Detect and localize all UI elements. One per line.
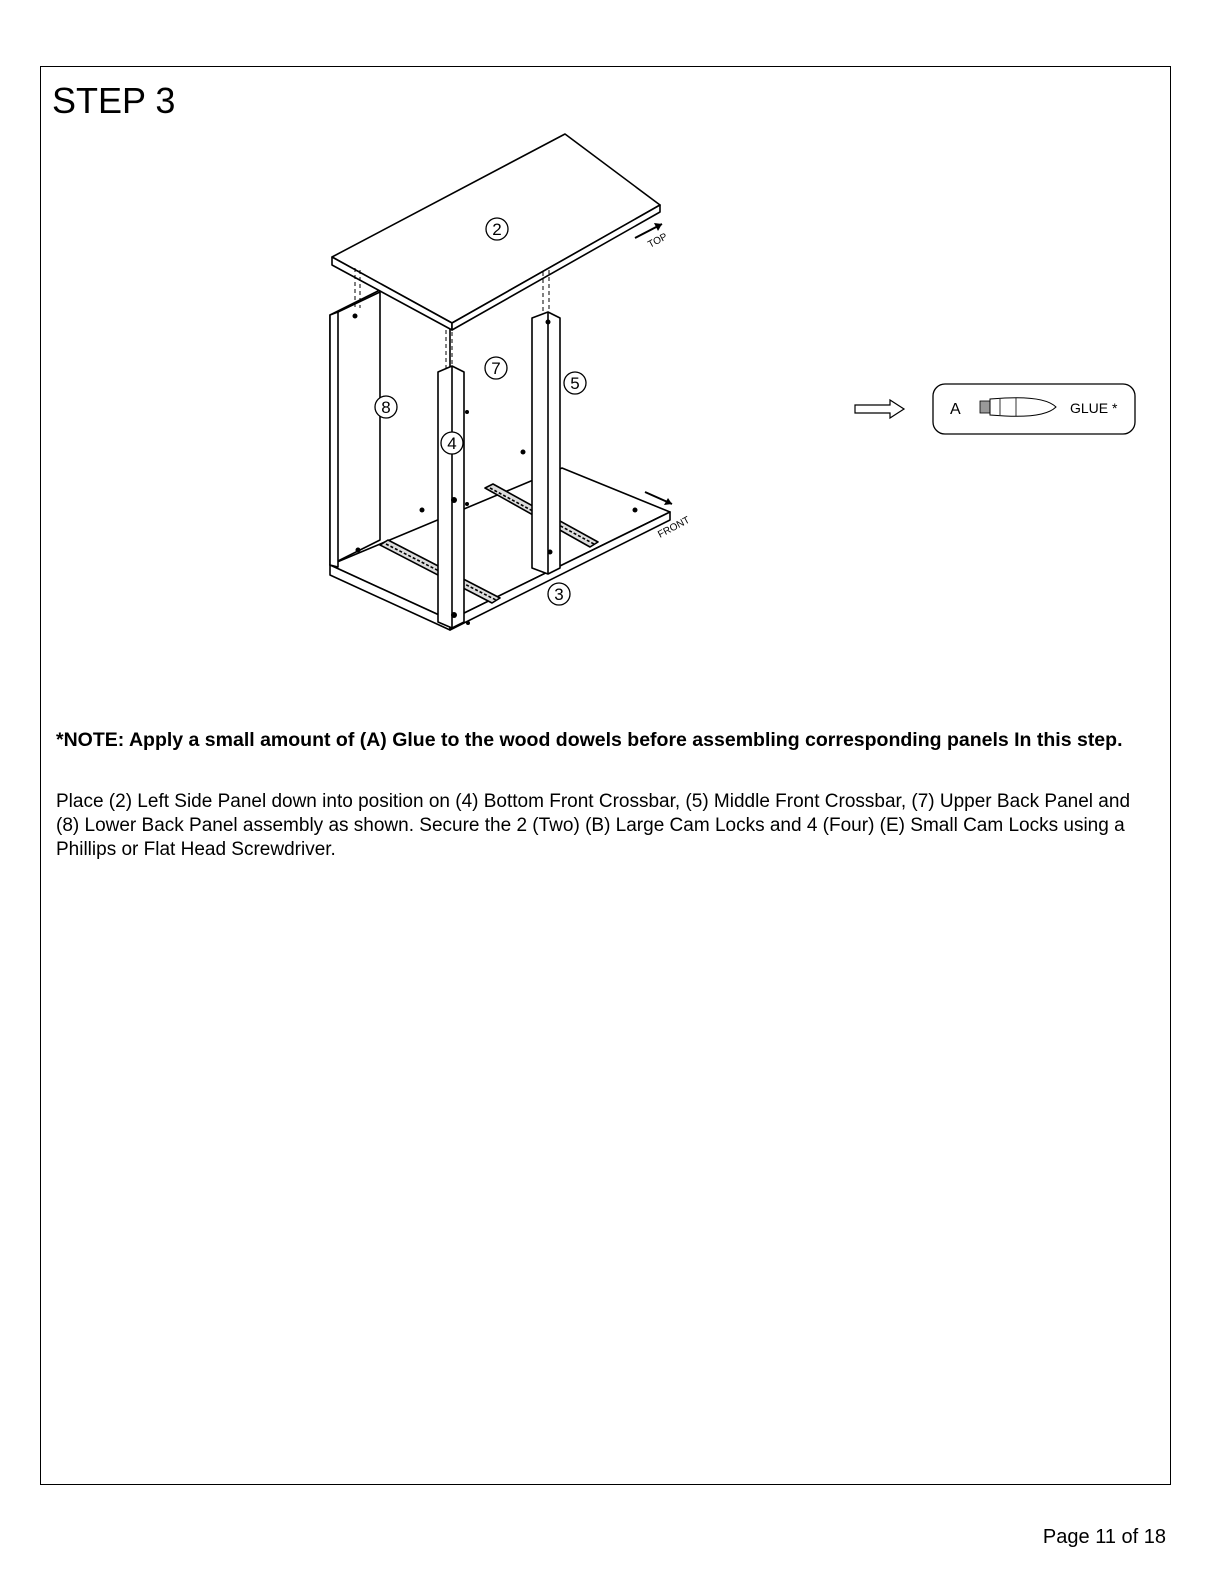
note-text: *NOTE: Apply a small amount of (A) Glue to the wood dowels before assembling corresponding panels In this step.: [56, 729, 1123, 751]
glue-callout-box: [933, 384, 1135, 434]
callout-7: [485, 357, 507, 379]
svg-text:FRONT: FRONT: [656, 514, 692, 541]
step-title: STEP 3: [52, 80, 176, 121]
svg-text:8: 8: [381, 398, 391, 417]
arrow-right-icon: [855, 400, 904, 418]
svg-text:TOP: TOP: [646, 231, 670, 251]
callout-3: [548, 583, 570, 605]
assembly-diagram: [300, 120, 1160, 660]
callout-4: [441, 432, 463, 454]
page-number: Page 11 of 18: [1042, 1526, 1166, 1548]
bottom-front-crossbar: [438, 366, 464, 628]
lower-back-panel: [330, 290, 380, 567]
top-direction-indicator: [635, 223, 670, 251]
svg-text:3: 3: [554, 585, 564, 604]
callout-2: [486, 218, 508, 240]
svg-text:2: 2: [492, 220, 502, 239]
svg-text:7: 7: [491, 359, 501, 378]
callout-8: [375, 396, 397, 418]
middle-front-crossbar: [532, 312, 560, 574]
svg-text:GLUE *: GLUE *: [1070, 400, 1118, 416]
svg-text:A: A: [950, 401, 961, 418]
svg-text:4: 4: [447, 434, 457, 453]
glue-bottle-icon: [980, 398, 1056, 417]
instruction-text: Place (2) Left Side Panel down into position on (4) Bottom Front Crossbar, (5) Middle Front Crossbar, (7) Upper Back Panel and (8) Lower Back Panel assembly as shown. Secure the 2 (Two) (B) Large Cam Locks and 4 (Four) (E) Small Cam Locks using a Phillips or Flat Head Screwdriver.: [56, 791, 1131, 860]
callout-5: [564, 372, 586, 394]
svg-text:5: 5: [570, 374, 580, 393]
